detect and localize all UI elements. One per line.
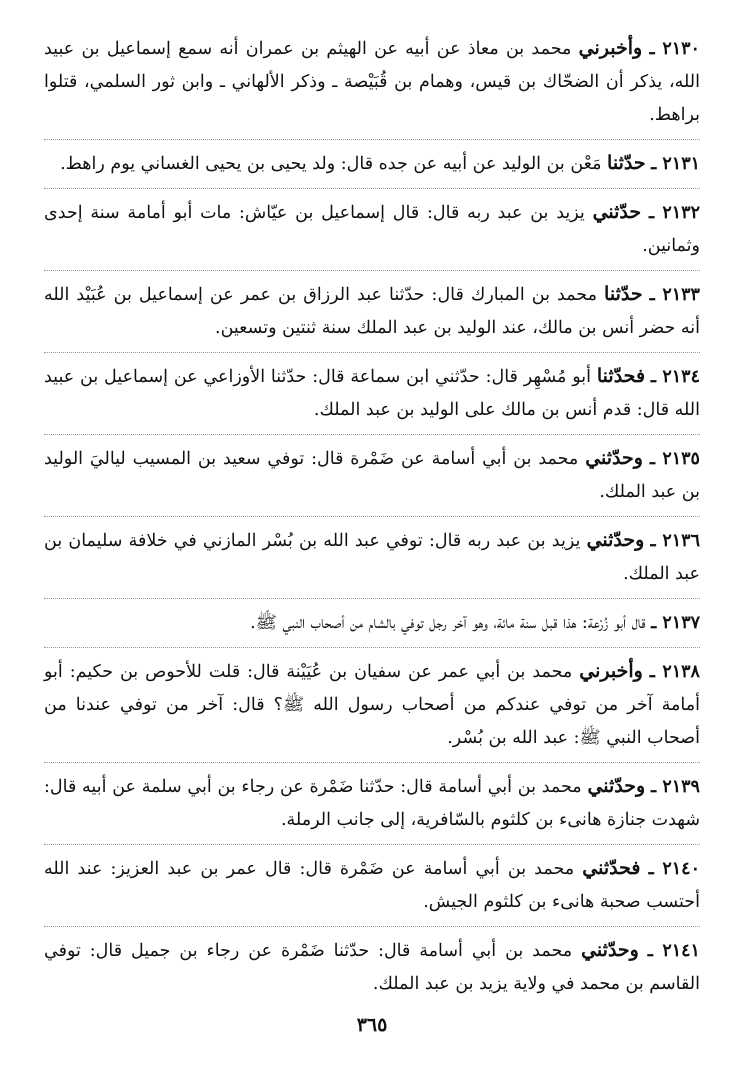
entry-text: محمد بن المبارك قال: حدّثنا عبد الرزاق بن عمر عن إسماعيل بن عُبَيْد الله أنه حضر أنس بن مالك، عند الوليد بن عبد الملك سنة ثنتين وتسعين.: [44, 285, 700, 338]
entry-2131: [44, 147, 700, 189]
entry-keyword: حدّثنا: [607, 152, 646, 174]
entry-2137: [44, 606, 700, 648]
entry-2139: [44, 770, 700, 845]
entry-2141: [44, 934, 700, 1008]
entry-keyword: وحدّثني: [581, 939, 639, 961]
entry-2140: [44, 852, 700, 927]
entry-keyword: وحدّثني: [587, 775, 646, 797]
entry-keyword: فحدّثنا: [596, 365, 646, 387]
entry-number: ٢١٤١ ـ: [647, 941, 700, 961]
entry-2136: [44, 524, 700, 599]
entry-2132: [44, 196, 700, 271]
entry-text: أبو مُسْهِر قال: حدّثني ابن سماعة قال: حدّثنا الأوزاعي عن إسماعيل بن عبيد الله قال: قدم أنس بن مالك على الوليد بن عبد الملك.: [44, 367, 700, 420]
entry-2138: [44, 655, 700, 763]
entry-number: ٢١٣٩ ـ: [650, 777, 700, 797]
entry-keyword: حدّثني: [592, 201, 642, 223]
entry-keyword: وحدّثني: [586, 529, 645, 551]
entry-2135: [44, 442, 700, 517]
entry-number: ٢١٣٨ ـ: [649, 662, 700, 682]
entry-number: ٢١٣٣ ـ: [649, 285, 700, 305]
entry-keyword: فحدّثني: [582, 857, 641, 879]
entry-text: محمد بن أبي أسامة قال: حدّثنا ضَمْرة عن رجاء بن جميل قال: توفي القاسم بن محمد في ولاية يزيد بن عبد الملك.: [44, 941, 700, 994]
entry-number: ٢١٣١ ـ: [651, 154, 700, 174]
entry-number: ٢١٣٦ ـ: [650, 531, 700, 551]
entry-keyword: حدّثنا: [604, 283, 643, 305]
entry-2133: [44, 278, 700, 353]
entry-text: مَعْن بن الوليد عن أبيه عن جده قال: ولد يحيى بن يحيى الغساني يوم راهط.: [60, 154, 602, 174]
page-number: ٣٦٥: [356, 1014, 388, 1036]
entry-text: محمد بن معاذ عن أبيه عن الهيثم بن عمران أنه سمع إسماعيل بن عبيد الله، يذكر أن الضحّاك بن قيس، وهمام بن قُبَيْصة ـ وذكر الألهاني ـ وابن ثور السلمي، قتلوا براهط.: [44, 39, 700, 125]
page-body: [44, 32, 700, 1015]
entry-text: يزيد بن عبد ربه قال: قال إسماعيل بن عيّاش: مات أبو أمامة سنة إحدى وثمانين.: [44, 203, 700, 256]
entry-text: محمد بن أبي أسامة قال: حدّثنا ضَمْرة عن رجاء بن أبي سلمة عن أبيه قال: شهدت جنازة هانىء بن كلثوم بالسّافرية، إلى جانب الرملة.: [44, 777, 700, 830]
entry-number: ٢١٣٢ ـ: [648, 203, 700, 223]
entry-number: ٢١٣٤ ـ: [650, 367, 700, 387]
entry-text: محمد بن أبي أسامة عن ضَمْرة قال: توفي سعيد بن المسيب لياليَ الوليد بن عبد الملك.: [44, 449, 700, 502]
entry-number: ٢١٣٥ ـ: [649, 449, 700, 469]
entry-number: ٢١٣٠ ـ: [649, 39, 700, 59]
entry-number: ٢١٤٠ ـ: [648, 859, 700, 879]
entry-text: محمد بن أبي عمر عن سفيان بن عُيَيْنة قال: قلت للأحوص بن حكيم: أبو أمامة آخر من توفي عندكم من أصحاب رسول الله ﷺ؟ قال: آخر من توفي عندنا من أصحاب النبي ﷺ: عبد الله بن بُسْر.: [44, 662, 700, 748]
entry-keyword: وحدّثني: [585, 447, 643, 469]
entry-2130: [44, 32, 700, 140]
entry-number: ٢١٣٧ ـ: [651, 613, 700, 633]
entry-text: قال أبو زُرْعة: هذا قبل سنة مائة، وهو آخر رجل توفي بالشام من أصحاب النبي ﷺ.: [250, 613, 646, 633]
entry-keyword: وأخبرني: [578, 37, 643, 59]
entry-2134: [44, 360, 700, 435]
entry-text: محمد بن أبي أسامة عن ضَمْرة قال: قال عمر بن عبد العزيز: عند الله أحتسب صحبة هانىء بن كلثوم الجيش.: [44, 859, 700, 912]
entry-text: يزيد بن عبد ربه قال: توفي عبد الله بن بُسْر المازني في خلافة سليمان بن عبد الملك.: [44, 531, 700, 584]
entry-keyword: وأخبرني: [579, 660, 643, 682]
